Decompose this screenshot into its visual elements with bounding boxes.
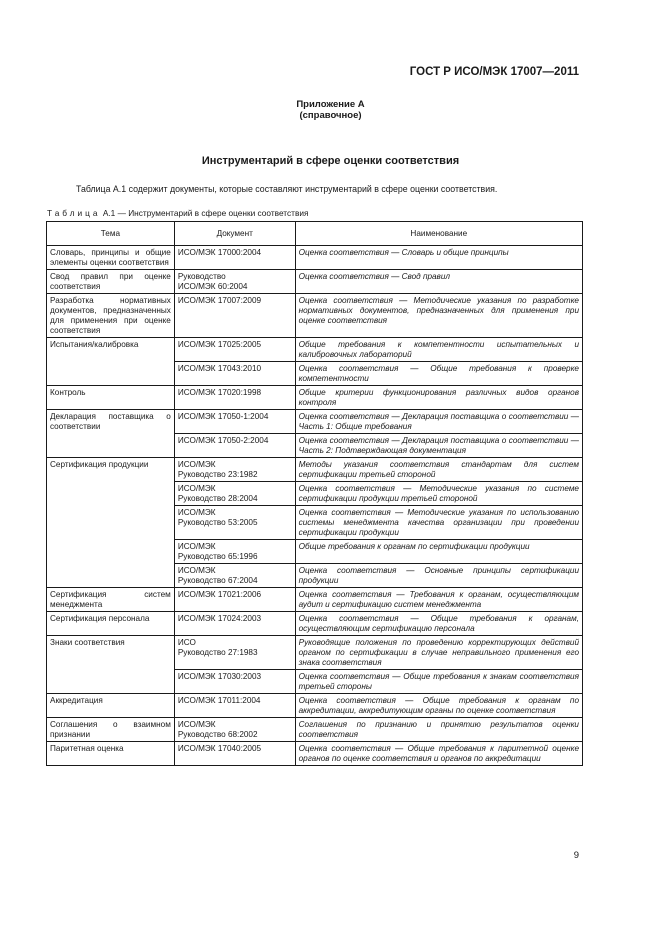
cell-topic: Контроль bbox=[47, 386, 175, 410]
annex-title: Приложение А bbox=[296, 99, 365, 110]
cell-document: Руководство ИСО/МЭК 60:2004 bbox=[174, 270, 295, 294]
cell-document: ИСО/МЭК Руководство 53:2005 bbox=[174, 506, 295, 540]
cell-name: Оценка соответствия — Декларация поставщика о соответствии — Часть 2: Подтверждающая документация bbox=[295, 434, 582, 458]
cell-topic: Сертификация систем менеджмента bbox=[47, 588, 175, 612]
cell-name: Оценка соответствия — Основные принципы сертификации продукции bbox=[295, 564, 582, 588]
section-title: Инструментарий в сфере оценки соответствия bbox=[201, 155, 460, 167]
cell-topic: Сертификация персонала bbox=[47, 612, 175, 636]
annex-note: (справочное) bbox=[299, 110, 362, 121]
table-caption-text: А.1 — Инструментарий в сфере оценки соответствия bbox=[102, 208, 309, 218]
cell-name: Оценка соответствия — Методические указания по системе сертификации продукции третьей стороной bbox=[295, 482, 582, 506]
cell-name: Общие требования к компетентности испытательных и калибровочных лабораторий bbox=[295, 338, 582, 362]
table-row bbox=[47, 294, 583, 338]
cell-document: ИСО/МЭК 17025:2005 bbox=[174, 338, 295, 362]
cell-document: ИСО/МЭК 17050-1:2004 bbox=[174, 410, 295, 434]
cell-name: Оценка соответствия — Декларация поставщика о соответствии — Часть 1: Общие требования bbox=[295, 410, 582, 434]
cell-topic: Сертификация продукции bbox=[47, 458, 175, 588]
table-row bbox=[47, 458, 583, 482]
table-body bbox=[47, 246, 583, 766]
cell-name: Общие критерии функционирования различных видов органов контроля bbox=[295, 386, 582, 410]
cell-document: ИСО/МЭК 17000:2004 bbox=[174, 246, 295, 270]
table-row bbox=[47, 694, 583, 718]
table-row bbox=[47, 636, 583, 670]
instruments-table bbox=[46, 221, 583, 766]
cell-name: Оценка соответствия — Общие требования к проверке компетентности bbox=[295, 362, 582, 386]
table-row bbox=[47, 338, 583, 362]
cell-document: ИСО/МЭК 17021:2006 bbox=[174, 588, 295, 612]
page-number: 9 bbox=[573, 850, 579, 861]
cell-name: Оценка соответствия — Общие требования к паритетной оценке органов по оценке соответствия и органов по аккредитации bbox=[295, 742, 582, 766]
cell-topic: Знаки соответствия bbox=[47, 636, 175, 694]
cell-document: ИСО/МЭК 17050-2:2004 bbox=[174, 434, 295, 458]
cell-document: ИСО/МЭК Руководство 68:2002 bbox=[174, 718, 295, 742]
cell-document: ИСО Руководство 27:1983 bbox=[174, 636, 295, 670]
cell-name: Оценка соответствия — Методические указания по разработке нормативных документов, предназначенных для применения при оценке соответствия bbox=[295, 294, 582, 338]
table-caption bbox=[47, 208, 309, 218]
table-row bbox=[47, 270, 583, 294]
cell-topic: Аккредитация bbox=[47, 694, 175, 718]
cell-document: ИСО/МЭК 17040:2005 bbox=[174, 742, 295, 766]
table-row bbox=[47, 386, 583, 410]
document-header: ГОСТ Р ИСО/МЭК 17007—2011 bbox=[409, 66, 579, 78]
cell-document: ИСО/МЭК 17043:2010 bbox=[174, 362, 295, 386]
cell-document: ИСО/МЭК Руководство 65:1996 bbox=[174, 540, 295, 564]
header-topic: Тема bbox=[47, 222, 175, 246]
cell-document: ИСО/МЭК Руководство 28:2004 bbox=[174, 482, 295, 506]
header-name: Наименование bbox=[295, 222, 582, 246]
cell-name: Оценка соответствия — Словарь и общие принципы bbox=[295, 246, 582, 270]
table-row bbox=[47, 588, 583, 612]
table-row bbox=[47, 718, 583, 742]
cell-topic: Паритетная оценка bbox=[47, 742, 175, 766]
cell-topic: Свод правил при оценке соответствия bbox=[47, 270, 175, 294]
cell-name: Оценка соответствия — Общие требования к органам, осуществляющим сертификацию персонала bbox=[295, 612, 582, 636]
cell-topic: Словарь, принципы и общие элементы оценки соответствия bbox=[47, 246, 175, 270]
header-document: Документ bbox=[174, 222, 295, 246]
table-header-row bbox=[47, 222, 583, 246]
cell-name: Оценка соответствия — Общие требования к знакам соответствия третьей стороны bbox=[295, 670, 582, 694]
table-row bbox=[47, 410, 583, 434]
cell-name: Соглашения по признанию и принятию результатов оценки соответствия bbox=[295, 718, 582, 742]
cell-name: Руководящие положения по проведению корректирующих действий органом по сертификации в случае неправильного применения его знака соответствия bbox=[295, 636, 582, 670]
cell-document: ИСО/МЭК 17007:2009 bbox=[174, 294, 295, 338]
intro-paragraph: Таблица А.1 содержит документы, которые составляют инструментарий в сфере оценки соответствия. bbox=[76, 184, 498, 194]
table-row bbox=[47, 612, 583, 636]
cell-name: Общие требования к органам по сертификации продукции bbox=[295, 540, 582, 564]
table-row bbox=[47, 246, 583, 270]
table-row bbox=[47, 742, 583, 766]
cell-document: ИСО/МЭК 17020:1998 bbox=[174, 386, 295, 410]
cell-document: ИСО/МЭК Руководство 67:2004 bbox=[174, 564, 295, 588]
cell-name: Оценка соответствия — Требования к органам, осуществляющим аудит и сертификацию систем менеджмента bbox=[295, 588, 582, 612]
table-caption-word: Таблица bbox=[47, 208, 101, 218]
cell-topic: Соглашения о взаимном признании bbox=[47, 718, 175, 742]
cell-topic: Разработка нормативных документов, предназначенных для применения при оценке соответствия bbox=[47, 294, 175, 338]
cell-topic: Испытания/калибровка bbox=[47, 338, 175, 386]
cell-document: ИСО/МЭК 17024:2003 bbox=[174, 612, 295, 636]
cell-name: Оценка соответствия — Общие требования к органам по аккредитации, аккредитующим органы по оценке соответствия bbox=[295, 694, 582, 718]
cell-document: ИСО/МЭК 17011:2004 bbox=[174, 694, 295, 718]
cell-name: Оценка соответствия — Свод правил bbox=[295, 270, 582, 294]
annex-heading bbox=[0, 99, 661, 121]
cell-topic: Декларация поставщика о соответствии bbox=[47, 410, 175, 458]
cell-name: Методы указания соответствия стандартам для систем сертификации третьей стороной bbox=[295, 458, 582, 482]
cell-document: ИСО/МЭК Руководство 23:1982 bbox=[174, 458, 295, 482]
cell-name: Оценка соответствия — Методические указания по использованию системы менеджмента качества организации при проведении сертификации продукции bbox=[295, 506, 582, 540]
cell-document: ИСО/МЭК 17030:2003 bbox=[174, 670, 295, 694]
